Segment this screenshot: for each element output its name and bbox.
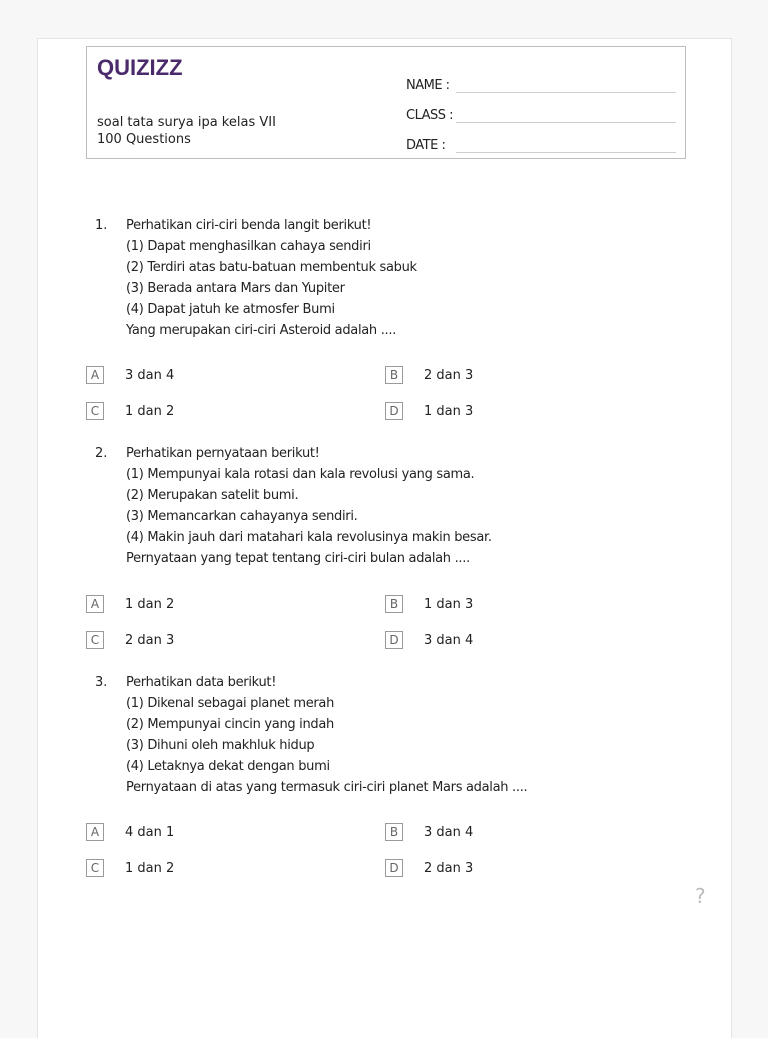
option-text: 2 dan 3 — [125, 632, 175, 648]
question-number: 3. — [95, 675, 108, 690]
option-text: 3 dan 4 — [125, 367, 175, 383]
question-line: (3) Dihuni oleh makhluk hidup — [126, 738, 315, 753]
question-line: (2) Mempunyai cincin yang indah — [126, 717, 334, 732]
class-field[interactable] — [406, 93, 676, 123]
option-letter: B — [385, 595, 403, 613]
option-text: 4 dan 1 — [125, 824, 175, 840]
option-letter: C — [86, 859, 104, 877]
date-line — [456, 132, 676, 153]
option-text: 1 dan 2 — [125, 860, 175, 876]
option-text: 1 dan 3 — [424, 403, 474, 419]
option-a[interactable] — [86, 365, 174, 385]
quizizz-logo: QUIZIZZ — [97, 55, 183, 80]
option-d[interactable] — [385, 401, 473, 421]
option-d[interactable] — [385, 630, 473, 650]
question-number: 1. — [95, 218, 108, 233]
option-letter: C — [86, 631, 104, 649]
option-letter: B — [385, 366, 403, 384]
option-c[interactable] — [86, 630, 174, 650]
option-text: 2 dan 3 — [424, 860, 474, 876]
question-number: 2. — [95, 446, 108, 461]
option-text: 1 dan 2 — [125, 403, 175, 419]
option-text: 3 dan 4 — [424, 824, 474, 840]
option-text: 2 dan 3 — [424, 367, 474, 383]
question-line: Yang merupakan ciri-ciri Asteroid adalah .... — [126, 323, 397, 338]
question-text — [126, 672, 706, 798]
option-d[interactable] — [385, 858, 473, 878]
option-letter: A — [86, 366, 104, 384]
question-line: (2) Merupakan satelit bumi. — [126, 488, 299, 503]
option-letter: B — [385, 823, 403, 841]
question-text — [126, 215, 706, 341]
option-b[interactable] — [385, 822, 473, 842]
name-field[interactable] — [406, 63, 676, 93]
question-line: (4) Makin jauh dari matahari kala revolusinya makin besar. — [126, 530, 492, 545]
question-line: (1) Mempunyai kala rotasi dan kala revolusi yang sama. — [126, 467, 475, 482]
question-line: (3) Memancarkan cahayanya sendiri. — [126, 509, 358, 524]
name-line — [456, 72, 676, 93]
option-letter: C — [86, 402, 104, 420]
option-letter: D — [385, 402, 403, 420]
option-c[interactable] — [86, 858, 174, 878]
option-letter: A — [86, 823, 104, 841]
student-fields — [406, 63, 676, 153]
option-letter: D — [385, 631, 403, 649]
option-letter: A — [86, 595, 104, 613]
class-label: CLASS : — [406, 108, 454, 123]
question-count: 100 Questions — [97, 132, 191, 147]
question-line: Perhatikan data berikut! — [126, 675, 277, 690]
option-text: 1 dan 2 — [125, 596, 175, 612]
quiz-title: soal tata surya ipa kelas VII — [97, 115, 276, 130]
question-line: (1) Dapat menghasilkan cahaya sendiri — [126, 239, 371, 254]
option-b[interactable] — [385, 594, 473, 614]
option-a[interactable] — [86, 822, 174, 842]
question-line: (3) Berada antara Mars dan Yupiter — [126, 281, 345, 296]
question-mark-icon[interactable]: ? — [695, 884, 706, 908]
date-field[interactable] — [406, 123, 676, 153]
question-line: Pernyataan di atas yang termasuk ciri-ciri planet Mars adalah .... — [126, 780, 528, 795]
question-line: Perhatikan ciri-ciri benda langit berikut! — [126, 218, 372, 233]
question-line: (4) Letaknya dekat dengan bumi — [126, 759, 330, 774]
option-c[interactable] — [86, 401, 174, 421]
worksheet-page — [37, 38, 732, 1038]
question-text — [126, 443, 706, 569]
worksheet-header — [86, 46, 686, 159]
quiz-info — [97, 114, 276, 148]
name-label: NAME : — [406, 78, 450, 93]
question-line: (1) Dikenal sebagai planet merah — [126, 696, 335, 711]
option-letter: D — [385, 859, 403, 877]
option-b[interactable] — [385, 365, 473, 385]
option-a[interactable] — [86, 594, 174, 614]
question-line: (4) Dapat jatuh ke atmosfer Bumi — [126, 302, 335, 317]
class-line — [456, 102, 676, 123]
question-line: Perhatikan pernyataan berikut! — [126, 446, 320, 461]
date-label: DATE : — [406, 138, 446, 153]
option-text: 1 dan 3 — [424, 596, 474, 612]
question-line: (2) Terdiri atas batu-batuan membentuk sabuk — [126, 260, 417, 275]
question-line: Pernyataan yang tepat tentang ciri-ciri bulan adalah .... — [126, 551, 470, 566]
option-text: 3 dan 4 — [424, 632, 474, 648]
